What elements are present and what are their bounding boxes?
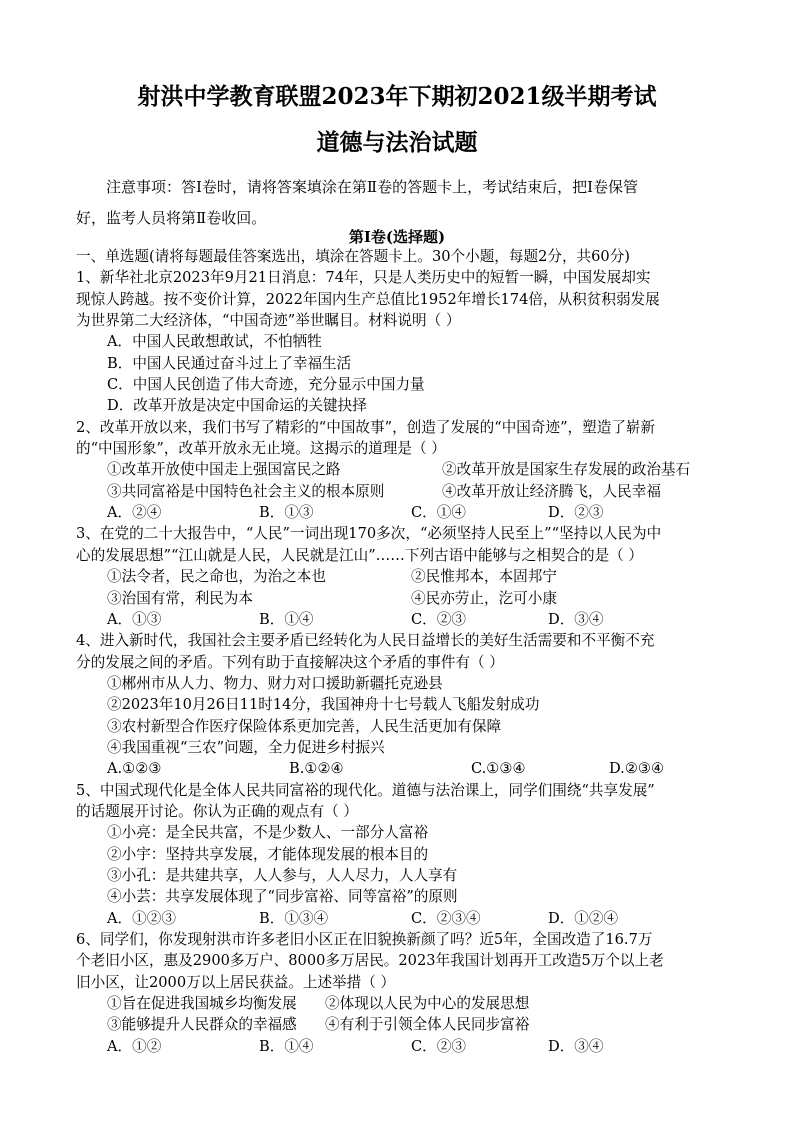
- choice-a: A．①③: [107, 610, 162, 628]
- option-b: B．中国人民通过奋斗过上了幸福生活: [107, 354, 352, 372]
- choice-d: D．③④: [548, 610, 604, 628]
- exam-subtitle: 道德与法治试题: [316, 129, 478, 156]
- item-row: [76, 993, 726, 1014]
- question-stem: 现惊人跨越。按不变价计算，2022年国内生产总值比1952年增长174倍，从积贫积弱发展: [76, 290, 660, 308]
- choice-d: D．②③: [548, 504, 604, 522]
- choice-d: D.②③④: [609, 760, 665, 778]
- choice-d: D．③④: [548, 1037, 604, 1055]
- question-4: [76, 630, 726, 779]
- item: ④民亦劳止，汔可小康: [411, 589, 557, 607]
- choice-c: C．②③④: [411, 909, 481, 927]
- choice-b: B．①③④: [259, 909, 329, 927]
- question-5: [76, 780, 726, 929]
- question-stem: 的“中国形象”，改革开放永无止境。这揭示的道理是（ ）: [76, 440, 446, 458]
- question-stem: 心的发展思想”“江山就是人民，人民就是江山”……下列古语中能够与之相契合的是（ ）: [76, 546, 643, 564]
- item: ②体现以人民为中心的发展思想: [325, 995, 530, 1013]
- choice-a: A．②④: [107, 504, 162, 522]
- item: ①郴州市从人力、物力、财力对口援助新疆托克逊县: [107, 674, 443, 692]
- choice-c: C．②③: [411, 1037, 466, 1055]
- item: ④小芸：共享发展体现了“同步富裕、同等富裕”的原则: [107, 888, 458, 906]
- choice-d: D．①②④: [548, 909, 619, 927]
- question-stem: 为世界第二大经济体，“中国奇迹”举世瞩目。材料说明（ ）: [76, 312, 461, 330]
- choice-b: B．①③: [259, 504, 314, 522]
- choice-a: A．①②③: [107, 909, 176, 927]
- notice-line-1: 注意事项：答I卷时，请将答案填涂在第Ⅱ卷的答题卡上，考试结束后，把I卷保管: [106, 178, 639, 196]
- question-2: [76, 417, 726, 524]
- item: ②改革开放是国家生存发展的政治基石: [442, 461, 691, 479]
- item-row: [76, 588, 726, 609]
- item: ③小孔：是共建共享，人人参与，人人尽力，人人享有: [107, 866, 458, 884]
- choice-b: B．①④: [259, 610, 314, 628]
- choice-a: A.①②③: [107, 760, 162, 778]
- item: ④改革开放让经济腾飞，人民幸福: [442, 482, 661, 500]
- item: ③农村新型合作医疗保险体系更加完善，人民生活更加有保障: [107, 717, 502, 735]
- choice-c: C．②③: [411, 610, 466, 628]
- question-1: [76, 267, 726, 416]
- choices-row: [76, 502, 726, 523]
- question-stem: 2、改革开放以来，我们书写了精彩的“中国故事”，创造了发展的“中国奇迹”，塑造了崭新: [76, 418, 656, 436]
- question-stem: 分的发展之间的矛盾。下列有助于直接解决这个矛盾的事件有（ ）: [76, 653, 504, 671]
- option-c: C．中国人民创造了伟大奇迹，充分显示中国力量: [107, 376, 425, 394]
- option-a: A．中国人民敢想敢试，不怕牺牲: [107, 333, 322, 351]
- question-stem: 个老旧小区，惠及2900多万户、8000多万居民。2023年我国计划再开工改造5万个以上老: [76, 952, 664, 970]
- item-row: [76, 566, 726, 587]
- choice-a: A．①②: [107, 1037, 162, 1055]
- question-3: [76, 523, 726, 630]
- question-6: [76, 929, 726, 1057]
- item-row: [76, 1014, 726, 1035]
- item: ③共同富裕是中国特色社会主义的根本原则: [107, 482, 385, 500]
- section-heading: 第Ⅰ卷(选择题): [348, 228, 446, 246]
- option-d: D．改革开放是决定中国命运的关键抉择: [107, 397, 367, 415]
- question-stem: 3、在党的二十大报告中，“人民”一词出现170多次，“必须坚持人民至上”“坚持以人民为中: [76, 525, 662, 543]
- item: ②民惟邦本，本固邦宁: [411, 568, 557, 586]
- choices-row: [76, 609, 726, 630]
- choices-row: [76, 1036, 726, 1057]
- item: ④我国重视“三农”问题，全力促进乡村振兴: [107, 738, 385, 756]
- question-stem: 4、进入新时代，我国社会主要矛盾已经转化为人民日益增长的美好生活需要和不平衡不充: [76, 632, 655, 650]
- item-row: [76, 459, 726, 480]
- choices-row: [76, 908, 726, 929]
- question-stem: 1、新华社北京2023年9月21日消息：74年，只是人类历史中的短暂一瞬，中国发展却实: [76, 269, 651, 287]
- item: ①法令者，民之命也，为治之本也: [107, 568, 326, 586]
- item: ④有利于引领全体人民同步富裕: [325, 1016, 530, 1034]
- item: ①小亮：是全民共富，不是少数人、一部分人富裕: [107, 824, 429, 842]
- item: ②2023年10月26日11时14分，我国神舟十七号载人飞船发射成功: [107, 696, 540, 714]
- section-instruction: 一、单选题(请将每题最佳答案选出，填涂在答题卡上。30个小题，每题2分，共60分): [76, 248, 631, 265]
- item: ③能够提升人民群众的幸福感: [107, 1016, 297, 1034]
- choices-row: [76, 758, 726, 779]
- question-stem: 旧小区，让2000万以上居民获益。上述举措（ ）: [76, 973, 396, 991]
- choice-b: B．①④: [259, 1037, 314, 1055]
- choice-c: C.①③④: [471, 760, 526, 778]
- notice-line-2: 好，监考人员将第Ⅱ卷收回。: [76, 209, 267, 227]
- choice-c: C．①④: [411, 504, 466, 522]
- exam-title: 射洪中学教育联盟2023年下期初2021级半期考试: [137, 83, 657, 110]
- choice-b: B.①②④: [289, 760, 344, 778]
- question-stem: 5、中国式现代化是全体人民共同富裕的现代化。道德与法治课上，同学们围绕“共享发展”: [76, 781, 655, 799]
- question-stem: 的话题展开讨论。你认为正确的观点有（ ）: [76, 802, 358, 820]
- item: ①旨在促进我国城乡均衡发展: [107, 995, 297, 1013]
- item: ②小宇：坚持共享发展，才能体现发展的根本目的: [107, 845, 429, 863]
- notice: [76, 172, 726, 234]
- item: ①改革开放使中国走上强国富民之路: [107, 461, 341, 479]
- question-stem: 6、同学们，你发现射洪市许多老旧小区正在旧貌换新颜了吗？近5年，全国改造了16.7万: [76, 931, 653, 948]
- item: ③治国有常，利民为本: [107, 589, 253, 607]
- question-body: [76, 246, 726, 1057]
- item-row: [76, 481, 726, 502]
